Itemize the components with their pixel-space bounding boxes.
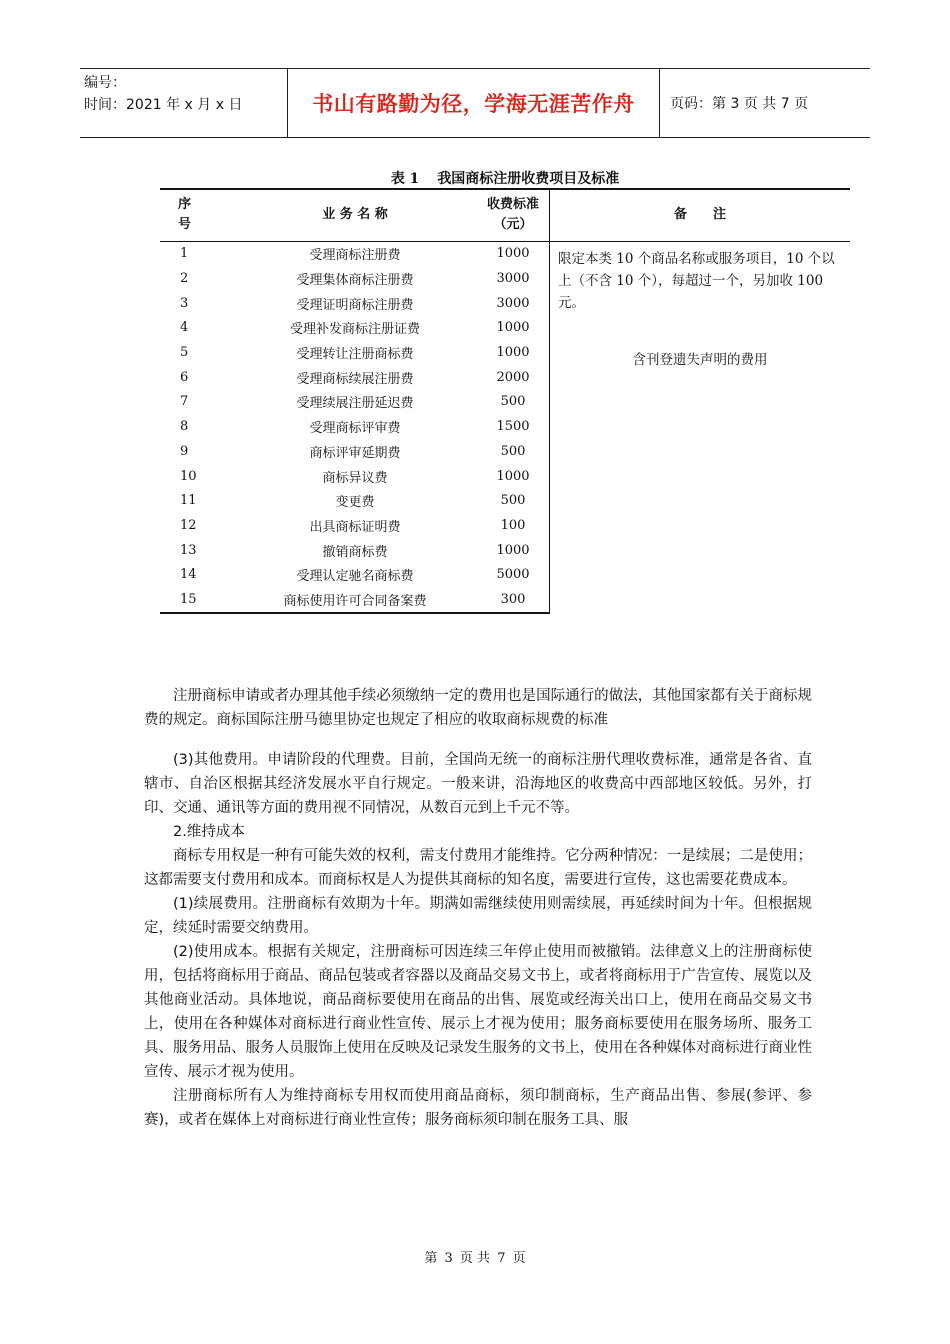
cell-seq: 13 bbox=[180, 542, 197, 558]
paragraph: (3)其他费用。申请阶段的代理费。目前，全国尚无统一的商标注册代理收费标准，通常是各省、直辖市、自治区根据其经济发展水平自行规定。一般来讲，沿海地区的收费高中西部地区较低。另外，打印、交通、通讯等方面的费用视不同情况，从数百元到上千元不等。 bbox=[144, 752, 812, 816]
table-row bbox=[160, 241, 850, 266]
cell-seq: 12 bbox=[180, 517, 197, 533]
cell-seq: 9 bbox=[180, 443, 189, 459]
note-row1: 限定本类 10 个商品名称或服务项目，10 个以上（不含 10 个），每超过一个，另加收 100 元。 bbox=[558, 250, 835, 311]
paragraph: 注册商标所有人为维持商标专用权而使用商品商标，须印制商标，生产商品出售、参展(参评、参赛)，或者在媒体上对商标进行商业性宣传；服务商标须印制在服务工具、服 bbox=[144, 1088, 812, 1128]
cell-fee: 1500 bbox=[496, 419, 530, 435]
header-page-info: 页码：第 3 页 共 7 页 bbox=[670, 96, 809, 112]
serial-label: 编号： bbox=[84, 75, 126, 91]
paragraph: 商标专用权是一种有可能失效的权利，需支付费用才能维持。它分两种情况：一是续展；二是使用；这都需要支付费用和成本。而商标权是人为提供其商标的知名度，需要进行宣传，这也需要花费成本。 bbox=[144, 848, 812, 888]
paragraph: (1)续展费用。注册商标有效期为十年。期满如需继续使用则需续展，再延续时间为十年。但根据规定，续延时需要交纳费用。 bbox=[144, 896, 812, 936]
header-note: 备 注 bbox=[550, 189, 851, 241]
cell-seq: 1 bbox=[180, 246, 189, 262]
cell-name: 受理续展注册延迟费 bbox=[296, 396, 414, 412]
cell-name: 商标评审延期费 bbox=[309, 445, 401, 461]
cell-name: 受理证明商标注册费 bbox=[296, 297, 414, 313]
cell-seq: 5 bbox=[180, 345, 189, 361]
table-caption bbox=[160, 168, 850, 188]
header-fee-line2: （元） bbox=[493, 217, 533, 233]
cell-name: 受理商标续展注册费 bbox=[296, 371, 414, 387]
cell-fee: 1000 bbox=[496, 246, 530, 262]
cell-fee: 500 bbox=[500, 493, 526, 509]
cell-seq: 11 bbox=[180, 493, 197, 509]
cell-seq: 3 bbox=[180, 295, 189, 311]
header-fee-line1: 收费标准 bbox=[486, 197, 539, 213]
paragraph: (2)使用成本。根据有关规定，注册商标可因连续三年停止使用而被撤销。法律意义上的注册商标使用，包括将商标用于商品、商品包装或者容器以及商品交易文书上，或者将商标用于广告宣传、展览以及其他商业活动。具体地说，商品商标要使用在商品的出售、展览或经海关出口上，使用在商品交易文书上，使用在各种媒体对商标进行商业性宣传、展示上才视为使用；服务商标要使用在服务场所、服务工具、服务用品、服务人员服饰上使用在反映及记录发生服务的文书上，使用在各种媒体对商标进行商业性宣传、展示才视为使用。 bbox=[144, 944, 812, 1080]
cell-seq: 4 bbox=[180, 320, 189, 336]
paragraph: 注册商标申请或者办理其他手续必须缴纳一定的费用也是国际通行的做法，其他国家都有关于商标规费的规定。商标国际注册马德里协定也规定了相应的收取商标规费的标准 bbox=[144, 688, 812, 728]
cell-name: 出具商标证明费 bbox=[309, 519, 401, 535]
cell-name: 商标异议费 bbox=[322, 470, 388, 486]
cell-name: 撤销商标费 bbox=[322, 544, 388, 560]
cell-seq: 8 bbox=[180, 419, 189, 435]
cell-fee: 1000 bbox=[496, 542, 530, 558]
cell-fee: 500 bbox=[500, 394, 526, 410]
time-label: 时间：2021 年 x 月 x 日 bbox=[84, 97, 243, 113]
cell-fee: 2000 bbox=[496, 369, 530, 385]
cell-fee: 3000 bbox=[496, 271, 530, 287]
table-caption-title: 我国商标注册收费项目及标准 bbox=[437, 171, 620, 187]
footer-mid: 页 共 bbox=[459, 1251, 491, 1266]
cell-fee: 3000 bbox=[496, 295, 530, 311]
cell-seq: 14 bbox=[180, 567, 197, 583]
header-motto: 书山有路勤为径，学海无涯苦作舟 bbox=[287, 69, 660, 137]
header-meta bbox=[80, 69, 287, 137]
header-fee bbox=[477, 189, 550, 241]
cell-seq: 2 bbox=[180, 271, 189, 287]
table-header-row bbox=[160, 189, 850, 241]
cell-fee: 500 bbox=[500, 443, 526, 459]
cell-name: 受理补发商标注册证费 bbox=[289, 322, 420, 338]
header-seq-line1: 序 bbox=[178, 197, 192, 213]
cell-name: 受理商标注册费 bbox=[309, 248, 401, 264]
cell-seq: 10 bbox=[180, 468, 197, 484]
cell-name: 变更费 bbox=[335, 495, 375, 511]
cell-fee: 1000 bbox=[496, 345, 530, 361]
cell-seq: 7 bbox=[180, 394, 189, 410]
footer-page-total: 7 bbox=[497, 1251, 506, 1266]
cell-fee: 1000 bbox=[496, 468, 530, 484]
note-box bbox=[558, 242, 842, 613]
header-name: 业 务 名 称 bbox=[233, 189, 477, 241]
cell-note bbox=[550, 241, 851, 613]
cell-fee: 300 bbox=[477, 587, 550, 613]
cell-fee: 1000 bbox=[496, 320, 530, 336]
body-text bbox=[144, 684, 812, 1132]
cell-name: 受理商标评审费 bbox=[309, 421, 401, 437]
table-caption-prefix: 表 1 bbox=[390, 171, 420, 187]
cell-name: 受理集体商标注册费 bbox=[296, 273, 414, 289]
header-seq bbox=[160, 189, 233, 241]
footer-prefix: 第 bbox=[424, 1251, 438, 1266]
header-seq-line2: 号 bbox=[178, 217, 192, 233]
page-footer bbox=[0, 1247, 950, 1266]
cell-seq: 6 bbox=[180, 369, 189, 385]
note-row4: 含刊登遗失声明的费用 bbox=[632, 351, 768, 368]
section-heading: 2.维持成本 bbox=[173, 824, 245, 840]
cell-name: 受理转让注册商标费 bbox=[296, 347, 414, 363]
cell-name: 受理认定驰名商标费 bbox=[296, 569, 414, 585]
cell-name: 商标使用许可合同备案费 bbox=[233, 587, 477, 613]
page-header bbox=[80, 68, 870, 138]
cell-fee: 5000 bbox=[496, 567, 530, 583]
fee-table bbox=[160, 188, 850, 614]
footer-page-num: 3 bbox=[444, 1251, 453, 1266]
footer-suffix: 页 bbox=[512, 1251, 526, 1266]
cell-seq: 15 bbox=[160, 587, 233, 613]
cell-fee: 100 bbox=[500, 517, 526, 533]
